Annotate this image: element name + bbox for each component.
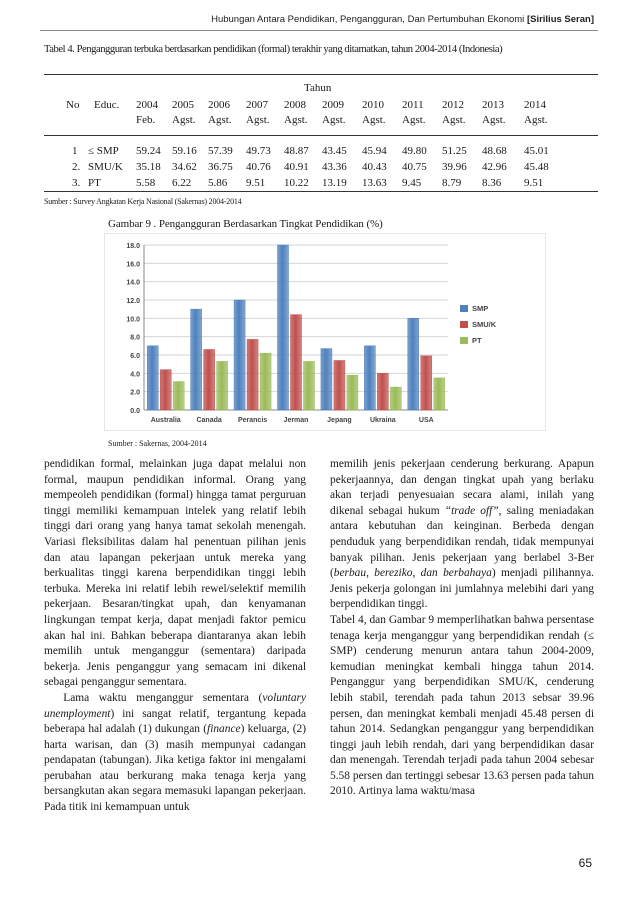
bar-smu-k	[160, 370, 171, 410]
table-row-educ: ≤ SMP	[88, 145, 119, 157]
table-cell: 5.86	[208, 177, 228, 189]
table-month-header: Agst.	[402, 114, 426, 126]
y-tick-label: 0.0	[130, 408, 140, 415]
paragraph	[44, 457, 306, 691]
table-year-header: 2008	[284, 99, 306, 111]
table-cell: 42.96	[482, 161, 507, 173]
table-year-header: 2006	[208, 99, 230, 111]
bar-chart-svg	[104, 233, 546, 431]
legend-swatch	[460, 337, 468, 344]
bar-chart	[104, 233, 546, 431]
y-tick-label: 10.0	[126, 316, 140, 324]
table-cell: 43.36	[322, 161, 347, 173]
table-header-rule	[44, 135, 598, 136]
table-cell: 48.68	[482, 145, 507, 157]
bar-smp	[234, 300, 245, 410]
table-month-header: Agst.	[208, 114, 232, 126]
table-month-header: Agst.	[246, 114, 270, 126]
y-tick-label: 16.0	[126, 261, 140, 269]
x-tick-label: USA	[418, 417, 434, 424]
body-column-right	[330, 457, 594, 800]
table-month-header: Agst.	[322, 114, 346, 126]
paragraph-text: ) ini sangat relatif, tergantung kepada beberapa hal adalah (1) dukungan (	[44, 707, 306, 736]
table-cell: 45.94	[362, 145, 387, 157]
table-cell: 13.63	[362, 177, 387, 189]
table-caption: Tabel 4. Pengangguran terbuka berdasarkan pendidikan (formal) terakhir yang ditamatkan, tahun 2004-2014 (Indonesia)	[44, 44, 503, 55]
table-row-number: 1	[72, 145, 78, 157]
table-month-header: Agst.	[172, 114, 196, 126]
paragraph-text: pendidikan formal, melainkan juga dapat melalui non formal, maupun pendidikan informal. Orang yang mempeoleh pendidikan (formal) hingga tamat perguruan tinggi memiliki kemampuan intelek yang relatif lebih tinggi dari orang yang hanya tamat sekolah menengah. Variasi fleksibilitas dalam hal penentuan pilihan jenis dan atau lapangan pekerjaan untuk mereka yang berkualitas tinggi karena berpendidikan tinggi lebih terbuka. Mereka ini relatif lebih rewel/selektif memilih pekerjaan. Besaran/tingkat upah, dan kenyamanan lingkungan tempat kerja, dapat menjadi faktor pemicu akan hal ini. Bahkan beberapa diantaranya akan lebih memilih untuk menganggur (sementara) daripada bekerja. Jenis penganggur yang semacam ini dikenal sebagai penganggur sementara.	[44, 458, 306, 689]
table-month-header: Agst.	[362, 114, 386, 126]
table-cell: 35.18	[136, 161, 161, 173]
running-title: Hubungan Antara Pendidikan, Pengangguran, Dan Pertumbuhan Ekonomi	[211, 14, 525, 25]
x-tick-label: Ukraina	[370, 417, 396, 424]
table-cell: 45.01	[524, 145, 549, 157]
table-cell: 36.75	[208, 161, 233, 173]
body-column-left	[44, 457, 306, 816]
table-cell: 40.75	[402, 161, 427, 173]
bar-pt	[173, 382, 184, 410]
table-cell: 34.62	[172, 161, 197, 173]
paragraph-text: , saling meniadakan antara kebutuhan dan keinginan. Berbeda dengan penduduk yang berpendidikan rendah, tidak mempunyai banyak pilihan. Jenis pekerjaan yang berlabel 3-Ber (	[330, 504, 595, 580]
legend-swatch	[460, 305, 468, 312]
table-year-header: 2011	[402, 99, 424, 111]
page-number: 65	[578, 856, 592, 870]
bar-smp	[364, 346, 375, 410]
paragraph	[44, 691, 306, 816]
table-cell: 39.96	[442, 161, 467, 173]
table-year-header: 2012	[442, 99, 464, 111]
bar-smp	[191, 309, 202, 410]
y-tick-label: 14.0	[126, 279, 140, 287]
paragraph-text: ) menjadi pilihannya. Jenis pekerja golongan ini jumlahnya melebihi dari yang berpendidikan tinggi.	[330, 567, 594, 611]
table-month-header: Feb.	[136, 114, 156, 126]
table-cell: 40.76	[246, 161, 271, 173]
bar-smp	[321, 349, 332, 410]
italic-term: “trade off”	[444, 504, 499, 517]
table-cell: 13.19	[322, 177, 347, 189]
table-cell: 8.36	[482, 177, 502, 189]
bar-smu-k	[291, 315, 302, 410]
table-cell: 9.51	[246, 177, 266, 189]
figure-source: Sumber : Sakernas, 2004-2014	[108, 439, 207, 448]
bar-smp	[278, 245, 289, 410]
paragraph-text: ) keluarga, (2) harta warisan, dan (3) masih mempunyai cadangan pendapatan (tabungan). Jika ketiga faktor ini mengalami perubahan atau berkurang maka tenaga kerja yang bersangkutan akan segara memasuki lapangan pekerjaan. Pada titik ini kemampuan untuk	[44, 723, 307, 814]
bar-pt	[304, 361, 315, 410]
bar-pt	[217, 361, 228, 410]
table-cell: 5.58	[136, 177, 156, 189]
legend-swatch	[460, 321, 468, 328]
table-year-header: 2010	[362, 99, 384, 111]
bar-pt	[434, 378, 445, 410]
table-cell: 49.80	[402, 145, 427, 157]
y-tick-label: 6.0	[130, 353, 140, 360]
y-tick-label: 2.0	[130, 389, 140, 397]
table-source: Sumber : Survey Angkatan Kerja Nasional (Sakernas) 2004-2014	[44, 197, 242, 206]
table-year-header: 2005	[172, 99, 194, 111]
table-cell: 59.16	[172, 145, 197, 157]
bar-smp	[147, 346, 158, 410]
table-top-rule	[44, 74, 598, 75]
y-tick-label: 8.0	[130, 334, 140, 342]
table-month-header: Agst.	[284, 114, 308, 126]
bar-smp	[408, 318, 419, 410]
table-cell: 45.48	[524, 161, 549, 173]
table-month-header: Agst.	[442, 114, 466, 126]
legend-label: SMU/K	[472, 320, 497, 329]
table-month-header: Agst.	[524, 114, 548, 126]
y-tick-label: 18.0	[126, 243, 140, 250]
table-year-header: 2004	[136, 99, 158, 111]
table-year-header: 2014	[524, 99, 546, 111]
italic-term: finance	[207, 723, 241, 736]
paragraph-text: Tabel 4, dan Gambar 9 memperlihatkan bahwa persentase tenaga kerja menganggur yang berpendidikan rendah (≤ SMP) cenderung menurun antara tahun 2004-2009, kemudian meningkat kembali hingga tahun 2014. Penganggur yang berpendidikan SMU/K, cenderung lebih stabil, terendah pada tahun 2013 sebsar 39.96 persen, dan meningkat kembali menjadi 45.48 persen di tahun 2014. Sedangkan penganggur yang berpendidikan tinggi jauh lebih rendah, dari yang berpendidikan dasar dan menengah. Terendah terjadi pada tahun 2004 sebesar 5.58 persen dan tertinggi sebesar 13.63 persen pada tahun 2010. Artinya lama waktu/masa	[330, 613, 594, 798]
table-row-number: 2.	[72, 161, 81, 173]
table-bottom-rule	[44, 191, 598, 192]
legend-label: SMP	[472, 304, 489, 313]
table-row-number: 3.	[72, 177, 81, 189]
table-cell: 6.22	[172, 177, 192, 189]
x-tick-label: Canada	[196, 417, 222, 424]
italic-term: voluntary unemployment	[44, 691, 306, 720]
bar-smu-k	[334, 361, 345, 411]
paragraph	[330, 457, 594, 613]
header-rule	[40, 30, 598, 31]
author-name: [Sirilius Seran]	[526, 14, 594, 25]
table-cell: 40.43	[362, 161, 387, 173]
bar-pt	[260, 353, 271, 410]
table-cell: 8.79	[442, 177, 462, 189]
table-year-header: 2013	[482, 99, 504, 111]
table-cell: 57.39	[208, 145, 233, 157]
x-tick-label: Perancis	[237, 417, 268, 424]
bar-pt	[347, 375, 358, 410]
legend-label: PT	[472, 336, 482, 345]
bar-smu-k	[421, 356, 432, 410]
bar-smu-k	[377, 373, 388, 410]
table-cell: 10.22	[284, 177, 309, 189]
table-cell: 59.24	[136, 145, 161, 157]
table-cell: 9.51	[524, 177, 544, 189]
x-tick-label: Australia	[150, 417, 181, 424]
bar-smu-k	[204, 350, 215, 411]
figure-title: Gambar 9 . Pengangguran Berdasarkan Tingkat Pendidikan (%)	[108, 218, 383, 230]
paragraph-text: Lama waktu menganggur sementara (	[63, 691, 263, 704]
y-tick-label: 4.0	[130, 371, 140, 379]
table-cell: 9.45	[402, 177, 422, 189]
table-group-header: Tahun	[304, 82, 332, 94]
table-col-no: No	[66, 99, 80, 111]
paragraph-text: memilih jenis pekerjaan cenderung berkurang. Apapun pekerjaannya, dan dengan tingkat upah yang berlaku akan terjadi penyesuaian secara alami, inilah yang dikenal sebagai hukum	[330, 458, 594, 517]
italic-term: berbau, bereziko, dan berbahaya	[333, 567, 492, 580]
x-tick-label: Jepang	[327, 417, 352, 424]
y-tick-label: 12.0	[126, 298, 140, 305]
bar-smu-k	[247, 339, 258, 410]
table-cell: 48.87	[284, 145, 309, 157]
table-cell: 43.45	[322, 145, 347, 157]
table-cell: 49.73	[246, 145, 271, 157]
running-header	[211, 14, 594, 25]
table-cell: 51.25	[442, 145, 467, 157]
table-row-educ: SMU/K	[88, 161, 123, 173]
table-row-educ: PT	[88, 177, 101, 189]
table-year-header: 2007	[246, 99, 268, 111]
table-month-header: Agst.	[482, 114, 506, 126]
paragraph	[330, 613, 594, 800]
table-col-educ: Educ.	[94, 99, 120, 111]
bar-pt	[390, 387, 401, 410]
table-year-header: 2009	[322, 99, 344, 111]
x-tick-label: Jerman	[283, 417, 309, 424]
table-cell: 40.91	[284, 161, 309, 173]
